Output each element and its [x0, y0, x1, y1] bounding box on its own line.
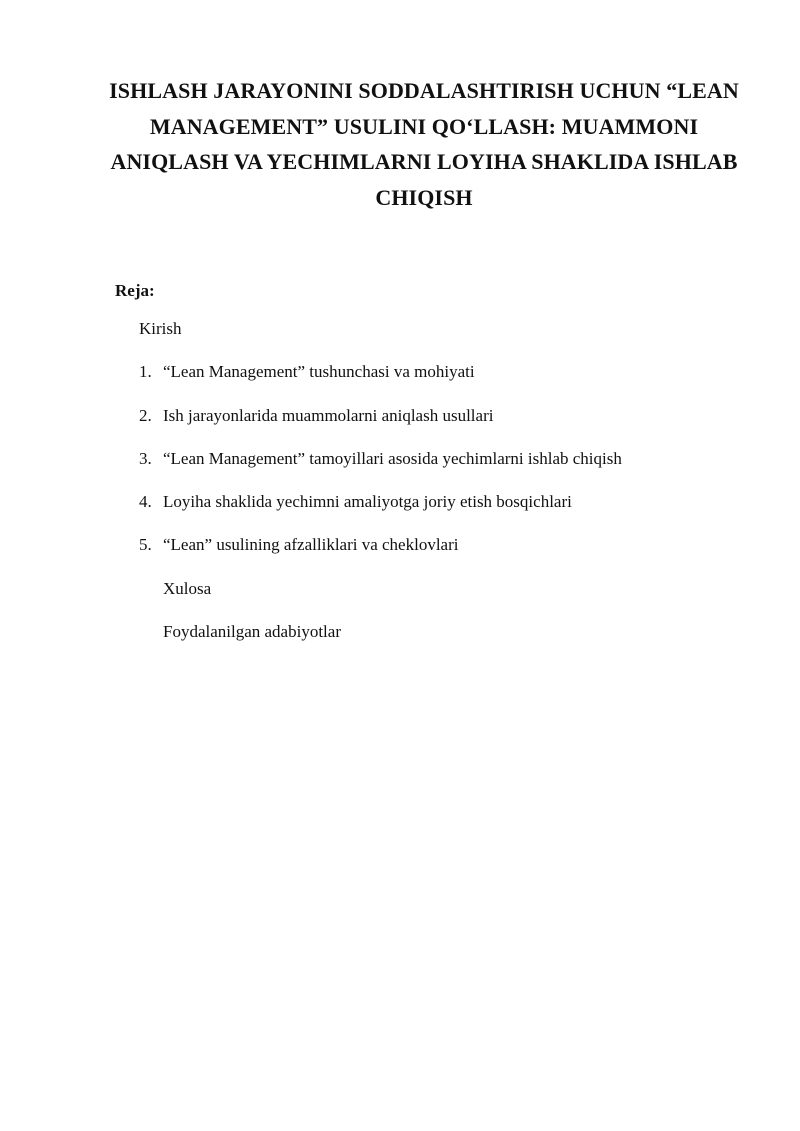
toc-item-4 — [139, 490, 622, 533]
table-of-contents — [139, 317, 622, 663]
toc-item-text: “Lean Management” tushunchasi va mohiyati — [163, 362, 475, 382]
toc-item-5 — [139, 533, 622, 576]
toc-item-conclusion — [139, 577, 622, 620]
title-line-3: ANIQLASH VA YECHIMLARNI LOYIHA SHAKLIDA ISHLAB — [110, 149, 738, 174]
toc-item-references — [139, 620, 622, 663]
toc-item-number: 3. — [139, 448, 152, 468]
toc-item-text: Foydalanilgan adabiyotlar — [163, 622, 341, 642]
title-line-4: CHIQISH — [375, 184, 473, 210]
toc-item-3 — [139, 447, 622, 490]
toc-item-text: “Lean Management” tamoyillari asosida yechimlarni ishlab chiqish — [163, 448, 622, 468]
title-line-1: ISHLASH JARAYONINI SODDALASHTIRISH UCHUN “LEAN — [109, 78, 739, 103]
toc-item-text: Ish jarayonlarida muammolarni aniqlash usullari — [163, 405, 494, 425]
toc-item-number: 4. — [139, 492, 152, 512]
toc-item-number: 5. — [139, 535, 152, 555]
toc-item-text: Xulosa — [163, 578, 212, 598]
plan-heading: Reja: — [115, 281, 155, 300]
toc-item-number: 1. — [139, 362, 152, 382]
toc-item-text: Kirish — [139, 319, 182, 338]
document-title — [108, 73, 740, 215]
toc-item-text: “Lean” usulining afzalliklari va cheklovlari — [163, 535, 459, 555]
toc-item-text: Loyiha shaklida yechimni amaliyotga joriy etish bosqichlari — [163, 492, 572, 512]
toc-item-introduction — [139, 317, 622, 360]
toc-item-number: 2. — [139, 405, 152, 425]
title-line-2: MANAGEMENT” USULINI QO‘LLASH: MUAMMONI — [149, 113, 699, 139]
toc-item-1 — [139, 360, 622, 403]
toc-item-2 — [139, 404, 622, 447]
